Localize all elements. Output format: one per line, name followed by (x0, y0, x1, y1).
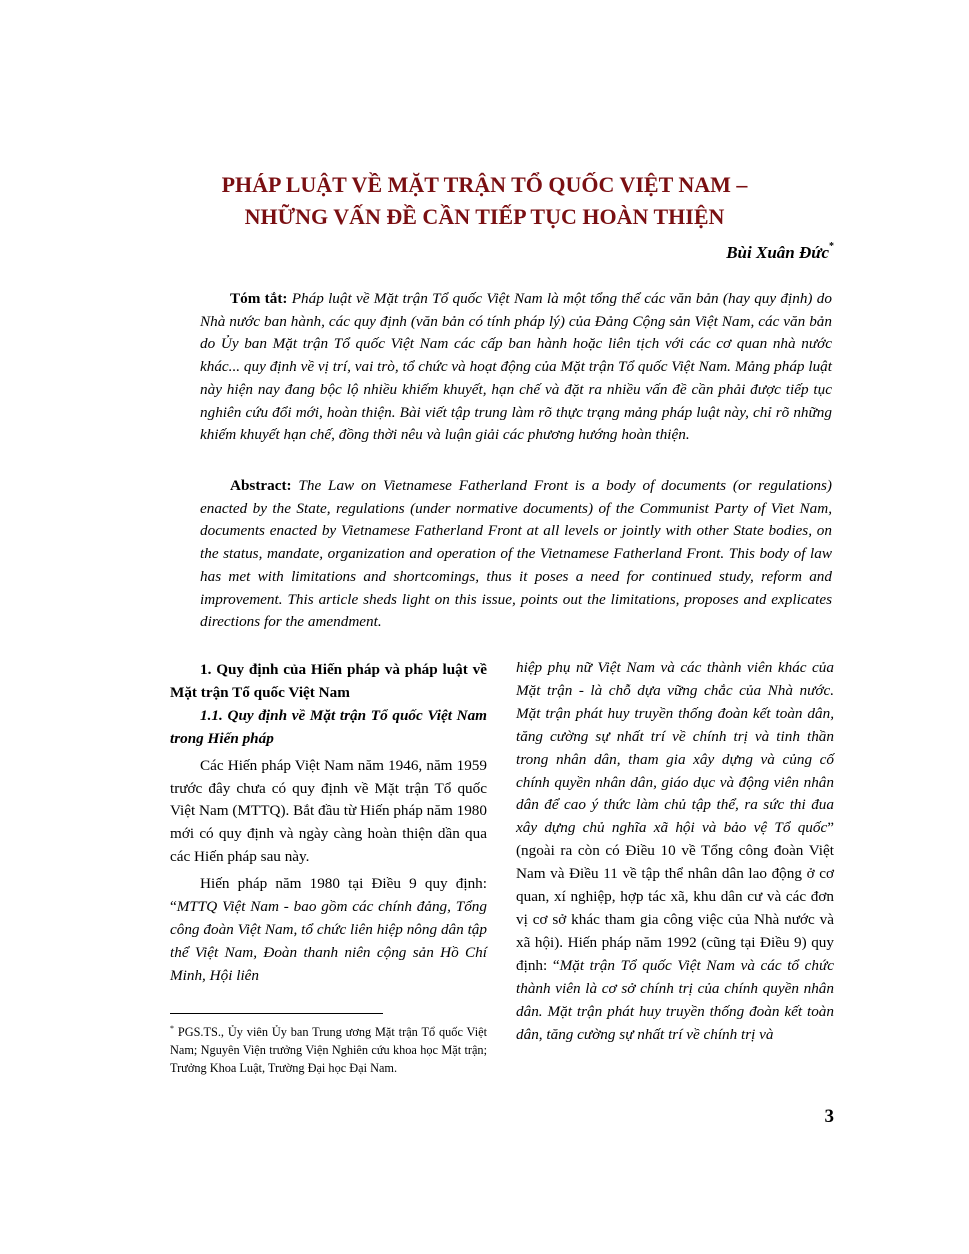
section-heading-1: 1. Quy định của Hiến pháp và pháp luật về Mặt trận Tổ quốc Việt Nam (170, 661, 487, 701)
abstract-en-text: The Law on Vietnamese Fatherland Front is a body of documents (or regulations) enacted by the State, regulations (under normative documents) of the Communist Party of Viet Nam, documents enacted by Vietnamese Fatherland Front at all levels or jointly with other State bodies, on the status, mandate, organization and operation of the Vietnamese Fatherland Front. This body of law has met with limitations and shortcomings, thus it poses a need for continued study, reform and improvement. This article sheds light on this issue, points out the limitations, proposes and explicates directions for the amendment. (200, 477, 832, 631)
body-right-column (516, 657, 834, 1046)
para2-quote: MTTQ Việt Nam - bao gồm các chính đảng, Tổng công đoàn Việt Nam, tổ chức liên hiệp nông dân tập thể Việt Nam, Đoàn thanh niên cộng sản Hồ Chí Minh, Hội liên (170, 898, 487, 984)
section-heading-1-1: 1.1. Quy định về Mặt trận Tổ quốc Việt Nam trong Hiến pháp (170, 706, 487, 747)
body-paragraph-2 (170, 873, 487, 988)
footnote-mark: * (170, 1024, 174, 1033)
quote-1980-continued: hiệp phụ nữ Việt Nam và các thành viên khác của Mặt trận - là chỗ dựa vững chắc của Nhà nước. Mặt trận phát huy truyền thống đoàn kết toàn dân, tăng cường sự nhất trí về chính trị và tinh thần trong nhân dân, tham gia xây dựng và củng cố chính quyền nhân dân, giáo dục và động viên nhân dân để cao ý thức làm chủ tập thể, ra sức thi đua xây dựng chủ nghĩa xã hội và bảo vệ Tổ quốc (516, 659, 834, 837)
abstract-en-label: Abstract: (230, 477, 292, 494)
author-footnote-mark: * (829, 241, 834, 253)
author-byline (726, 243, 834, 263)
footnote (170, 1020, 487, 1077)
abstract-vi-text: Pháp luật về Mặt trận Tổ quốc Việt Nam là một tổng thể các văn bản (hay quy định) do Nhà nước ban hành, các quy định (văn bản có tính pháp lý) của Đảng Cộng sản Việt Nam, các văn bản do Ủy ban Mặt trận Tổ quốc Việt Nam các cấp ban hành hoặc liên tịch với các cơ quan nhà nước khác... quy định về vị trí, vai trò, tổ chức và hoạt động của Mặt trận Tổ quốc Việt Nam. Mảng pháp luật này hiện nay đang bộc lộ nhiều khiếm khuyết, hạn chế và đặt ra nhiều vấn đề cần phải được tiếp tục nghiên cứu đổi mới, hoàn thiện. Bài viết tập trung làm rõ thực trạng mảng pháp luật này, chỉ rõ những khiếm khuyết hạn chế, đồng thời nêu và luận giải các phương hướng hoàn thiện. (200, 290, 832, 444)
body-paragraph-1: Các Hiến pháp Việt Nam năm 1946, năm 1959 trước đây chưa có quy định về Mặt trận Tổ quốc Việt Nam (MTTQ). Bắt đầu từ Hiến pháp năm 1980 mới có quy định và ngày càng hoàn thiện dần qua các Hiến pháp sau này. (170, 756, 487, 866)
article-title-line-1: PHÁP LUẬT VỀ MẶT TRẬN TỔ QUỐC VIỆT NAM – (221, 172, 748, 197)
para2-lead: Hiến pháp năm 1980 tại Điều 9 quy định: “ (170, 875, 487, 916)
body-paragraph-continued (516, 657, 834, 1046)
abstract-english (200, 475, 832, 634)
author-name: Bùi Xuân Đức (726, 243, 829, 262)
article-title-line-2: NHỮNG VẤN ĐỀ CẦN TIẾP TỤC HOÀN THIỆN (244, 204, 725, 229)
page-number: 3 (824, 1106, 834, 1127)
footnote-separator (170, 1013, 383, 1014)
body-left-column (170, 659, 487, 988)
footnote-text: PGS.TS., Ủy viên Ủy ban Trung ương Mặt trận Tổ quốc Việt Nam; Nguyên Viện trưởng Viện Nghiên cứu khoa học Mặt trận; Trưởng Khoa Luật, Trường Đại học Đại Nam. (170, 1025, 487, 1076)
commentary-text: ” (ngoài ra còn có Điều 10 về Tổng công đoàn Việt Nam và Điều 11 về tập thể nhân dân lao động ở cơ quan, xí nghiệp, hợp tác xã, khu dân cư và các đơn vị cơ sở khác tham gia công việc của Nhà nước và xã hội). Hiến pháp năm 1992 (cũng tại Điều 9) quy định: “ (516, 819, 834, 974)
abstract-vietnamese (200, 288, 832, 447)
quote-1992: Mặt trận Tổ quốc Việt Nam và các tổ chức thành viên là cơ sở chính trị của chính quyền nhân dân. Mặt trận phát huy truyền thống đoàn kết toàn dân, tăng cường sự nhất trí về chính trị và (516, 956, 834, 1043)
abstract-vi-label: Tóm tắt: (230, 290, 288, 307)
